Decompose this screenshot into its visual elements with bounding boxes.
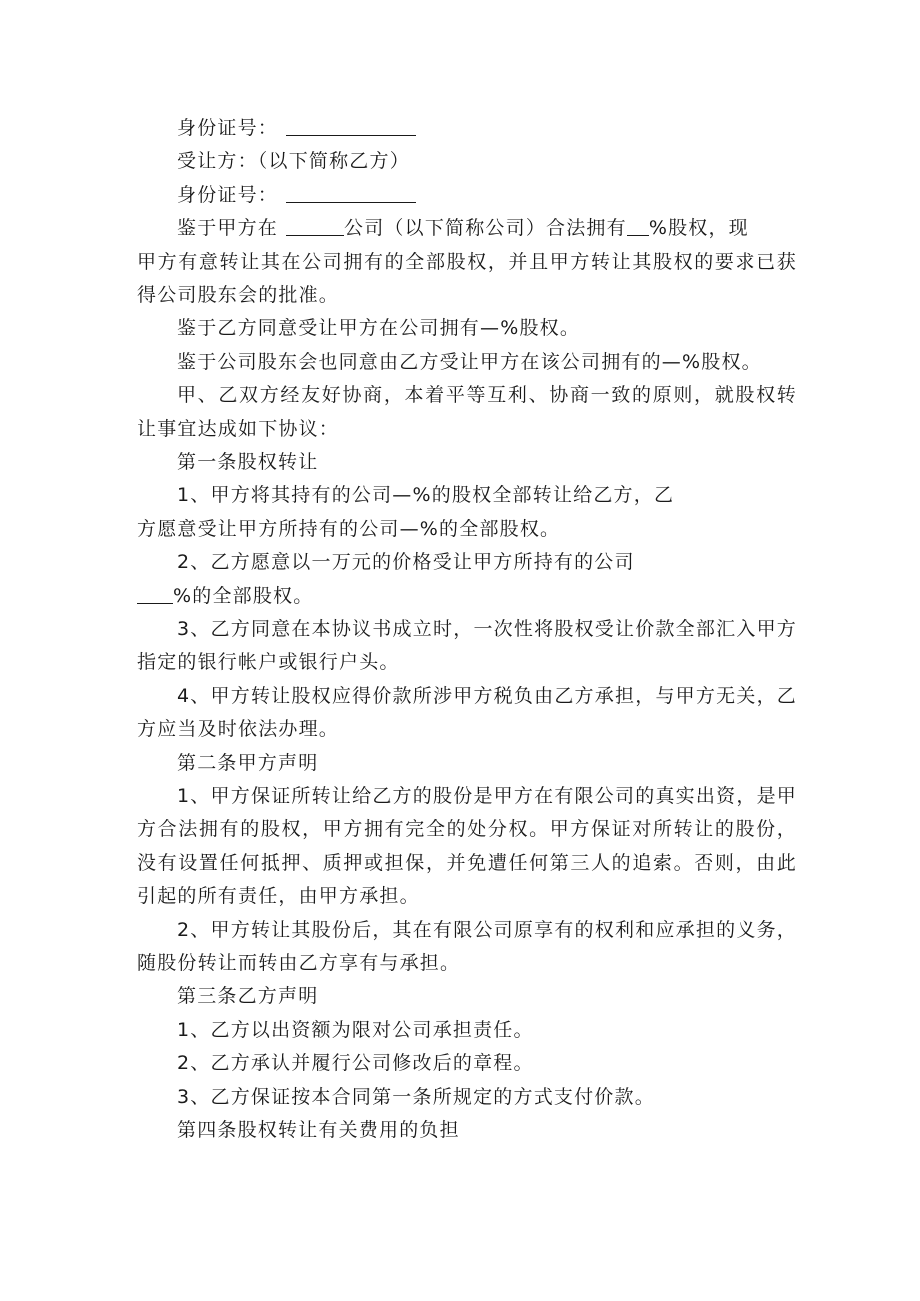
article-1-item-2-line-1: 2、乙方愿意以一万元的价格受让甲方所持有的公司 (177, 551, 635, 574)
recital-text: 公司（以下简称公司）合法拥有 (344, 217, 627, 240)
article-1-item-1-line-2: 方愿意受让甲方所持有的公司—%的全部股权。 (137, 517, 561, 540)
percentage-blank (137, 583, 173, 604)
recital-text: 鉴于甲方在 (177, 217, 279, 240)
article-2-title: 第二条甲方声明 (177, 751, 319, 774)
id-number-blank (286, 182, 416, 203)
article-3-item-2: 2、乙方承认并履行公司修改后的章程。 (177, 1052, 534, 1075)
recital-2: 鉴于乙方同意受让甲方在公司拥有—%股权。 (177, 317, 581, 340)
recital-1-first-line (137, 212, 797, 245)
recital-3: 鉴于公司股东会也同意由乙方受让甲方在该公司拥有的—%股权。 (177, 350, 762, 373)
recital-text: %股权，现 (648, 217, 749, 240)
article-2-item-2: 2、甲方转让其股份后，其在有限公司原享有的权利和应承担的义务，随股份转让而转由乙方享有与承担。 (137, 918, 797, 974)
recital-1-continuation: 甲方有意转让其在公司拥有的全部股权，并且甲方转让其股权的要求已获得公司股东会的批准。 (137, 250, 797, 306)
id-number-blank (286, 115, 416, 136)
company-name-blank (286, 215, 344, 236)
item-text: %的全部股权。 (173, 584, 314, 607)
id-number-label: 身份证号： (177, 117, 279, 139)
article-3-item-1: 1、乙方以出资额为限对公司承担责任。 (177, 1018, 534, 1041)
transferee-id-line (137, 179, 797, 212)
contract-body (137, 112, 797, 1147)
percentage-blank (627, 215, 649, 236)
id-number-label: 身份证号： (177, 183, 279, 206)
transferor-id-line (137, 112, 797, 145)
article-1-title: 第一条股权转让 (177, 451, 319, 473)
transferee-line: 受让方：（以下简称乙方） (177, 150, 410, 173)
article-4-title: 第四条股权转让有关费用的负担 (177, 1118, 460, 1141)
article-2-item-1: 1、甲方保证所转让给乙方的股份是甲方在有限公司的真实出资，是甲方合法拥有的股权，甲方拥有完全的处分权。甲方保证对所转让的股份，没有设置任何抵押、质押或担保，并免遭任何第三人的追索。否则，由此引起的所有责任，由甲方承担。 (137, 784, 797, 908)
article-1-item-1-line-1: 1、甲方将其持有的公司—%的股权全部转让给乙方，乙 (177, 484, 675, 507)
article-3-title: 第三条乙方声明 (177, 985, 319, 1008)
article-1-item-2-line-2 (137, 580, 797, 613)
recital-4: 甲、乙双方经友好协商，本着平等互利、协商一致的原则，就股权转让事宜达成如下协议： (137, 384, 797, 440)
article-1-item-4: 4、甲方转让股权应得价款所涉甲方税负由乙方承担，与甲方无关，乙方应当及时依法办理。 (137, 684, 797, 741)
article-3-item-3: 3、乙方保证按本合同第一条所规定的方式支付价款。 (177, 1085, 655, 1108)
article-1-item-3: 3、乙方同意在本协议书成立时，一次性将股权受让价款全部汇入甲方指定的银行帐户或银行户头。 (137, 617, 797, 674)
